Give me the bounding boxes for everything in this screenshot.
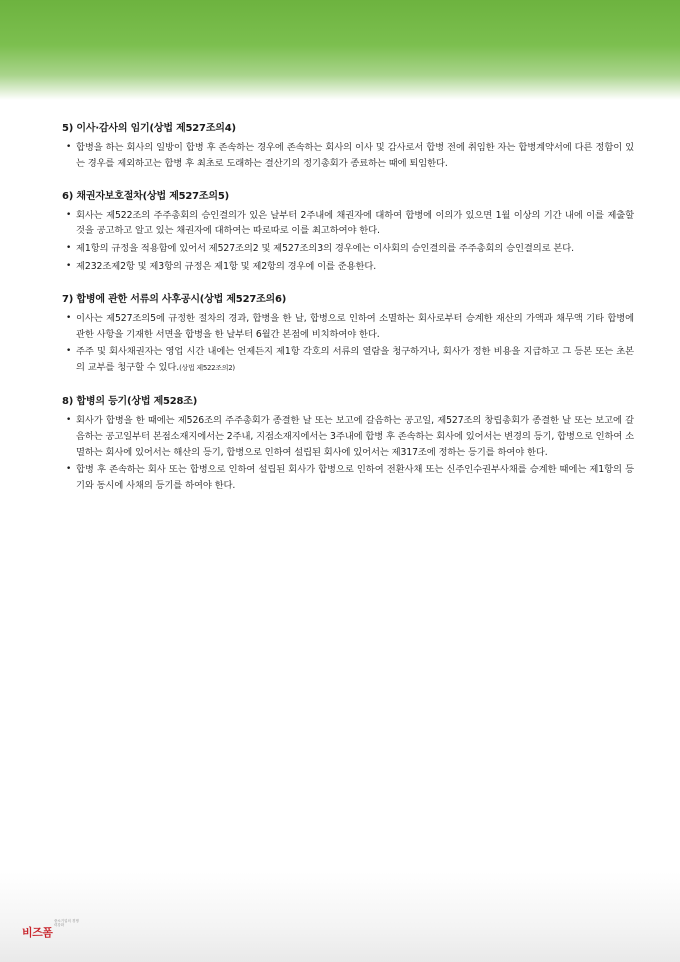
list-item bbox=[66, 208, 634, 240]
item-text: 합병을 하는 회사의 일방이 합병 후 존속하는 경우에 존속하는 회사의 이사 및 감사로서 합병 전에 취임한 자는 합병계약서에 다른 정함이 있는 경우를 제외하고는 합병 후 최초로 도래하는 결산기의 정기총회가 종료하는 때에 퇴임한다. bbox=[76, 142, 634, 169]
bullet-icon: • bbox=[66, 464, 72, 475]
list-item bbox=[66, 241, 634, 257]
list-item bbox=[66, 344, 634, 377]
list-item bbox=[66, 462, 634, 494]
section-6 bbox=[62, 190, 634, 275]
bullet-icon: • bbox=[66, 312, 72, 323]
item-list bbox=[62, 311, 634, 377]
bullet-icon: • bbox=[66, 414, 72, 425]
section-title: 5) 이사·감사의 임기(상법 제527조의4) bbox=[62, 123, 236, 134]
list-item bbox=[66, 413, 634, 460]
logo-text: 비즈폼 bbox=[22, 926, 53, 939]
list-item bbox=[66, 140, 634, 172]
item-list bbox=[62, 140, 634, 172]
item-text: 회사는 제522조의 주주총회의 승인결의가 있은 날부터 2주내에 채권자에 대하여 합병에 이의가 있으면 1월 이상의 기간 내에 이를 제출할 것을 공고하고 알고 있는 채권자에 대하여는 따로따로 이를 최고하여야 한다. bbox=[76, 209, 634, 237]
item-text: 합병 후 존속하는 회사 또는 합병으로 인하여 설립된 회사가 합병으로 인하여 전환사채 또는 신주인수권부사채를 승계한 때에는 제1항의 등기와 동시에 사채의 등기를 하여야 한다. bbox=[76, 464, 634, 492]
document-body bbox=[62, 122, 634, 512]
item-list bbox=[62, 208, 634, 275]
bizforms-logo bbox=[22, 919, 102, 943]
item-text: 주주 및 회사채권자는 영업 시간 내에는 언제든지 제1항 각호의 서류의 열람을 청구하거나, 회사가 정한 비용을 지급하고 그 등본 또는 초본의 교부를 청구할 수 있다. bbox=[76, 346, 634, 374]
footer-band bbox=[0, 872, 680, 962]
header-banner bbox=[0, 0, 680, 100]
section-title: 7) 합병에 관한 서류의 사후공시(상법 제527조의6) bbox=[62, 293, 287, 305]
list-item bbox=[66, 311, 634, 343]
item-text: 이사는 제527조의5에 규정한 절차의 경과, 합병을 한 날, 합병으로 인하여 소멸하는 회사로부터 승계한 재산의 가액과 채무액 기타 합병에 관한 사항을 기재한 서면을 합병을 한 날부터 6월간 본점에 비치하여야 한다. bbox=[76, 312, 634, 340]
bullet-icon: • bbox=[66, 260, 72, 271]
section-title: 6) 채권자보호절차(상법 제527조의5) bbox=[62, 190, 229, 202]
bullet-icon: • bbox=[66, 243, 72, 254]
logo-tagline: 중소기업의 경쟁력강화 bbox=[54, 919, 79, 927]
section-title: 8) 합병의 등기(상법 제528조) bbox=[62, 395, 198, 407]
bullet-icon: • bbox=[66, 209, 72, 220]
list-item bbox=[66, 259, 634, 275]
bullet-icon: • bbox=[66, 142, 72, 152]
item-text: 제232조제2항 및 제3항의 규정은 제1항 및 제2항의 경우에 이를 준용한다. bbox=[76, 260, 377, 272]
section-7 bbox=[62, 293, 634, 377]
section-8 bbox=[62, 395, 634, 494]
bullet-icon: • bbox=[66, 346, 72, 357]
item-text: 제1항의 규정을 적용함에 있어서 제527조의2 및 제527조의3의 경우에는 이사회의 승인결의를 주주총회의 승인결의로 본다. bbox=[76, 243, 574, 255]
item-list bbox=[62, 413, 634, 494]
section-5 bbox=[62, 122, 634, 172]
citation-note: (상법 제522조의2) bbox=[179, 364, 235, 373]
item-text: 회사가 합병을 한 때에는 제526조의 주주총회가 종결한 날 또는 보고에 갈음하는 공고일, 제527조의 창립총회가 종결한 날 또는 보고에 갈음하는 공고일부터 본점소재지에서는 2주내, 지점소재지에서는 3주내에 합병 후 존속하는 회사에 있어서는 변경의 등기, 합병으로 인하여 소멸하는 회사에 있어서는 해산의 등기, 합병으로 인하여 설립된 회사에 있어서는 제317조에 정하는 등기를 하여야 한다. bbox=[76, 414, 634, 458]
